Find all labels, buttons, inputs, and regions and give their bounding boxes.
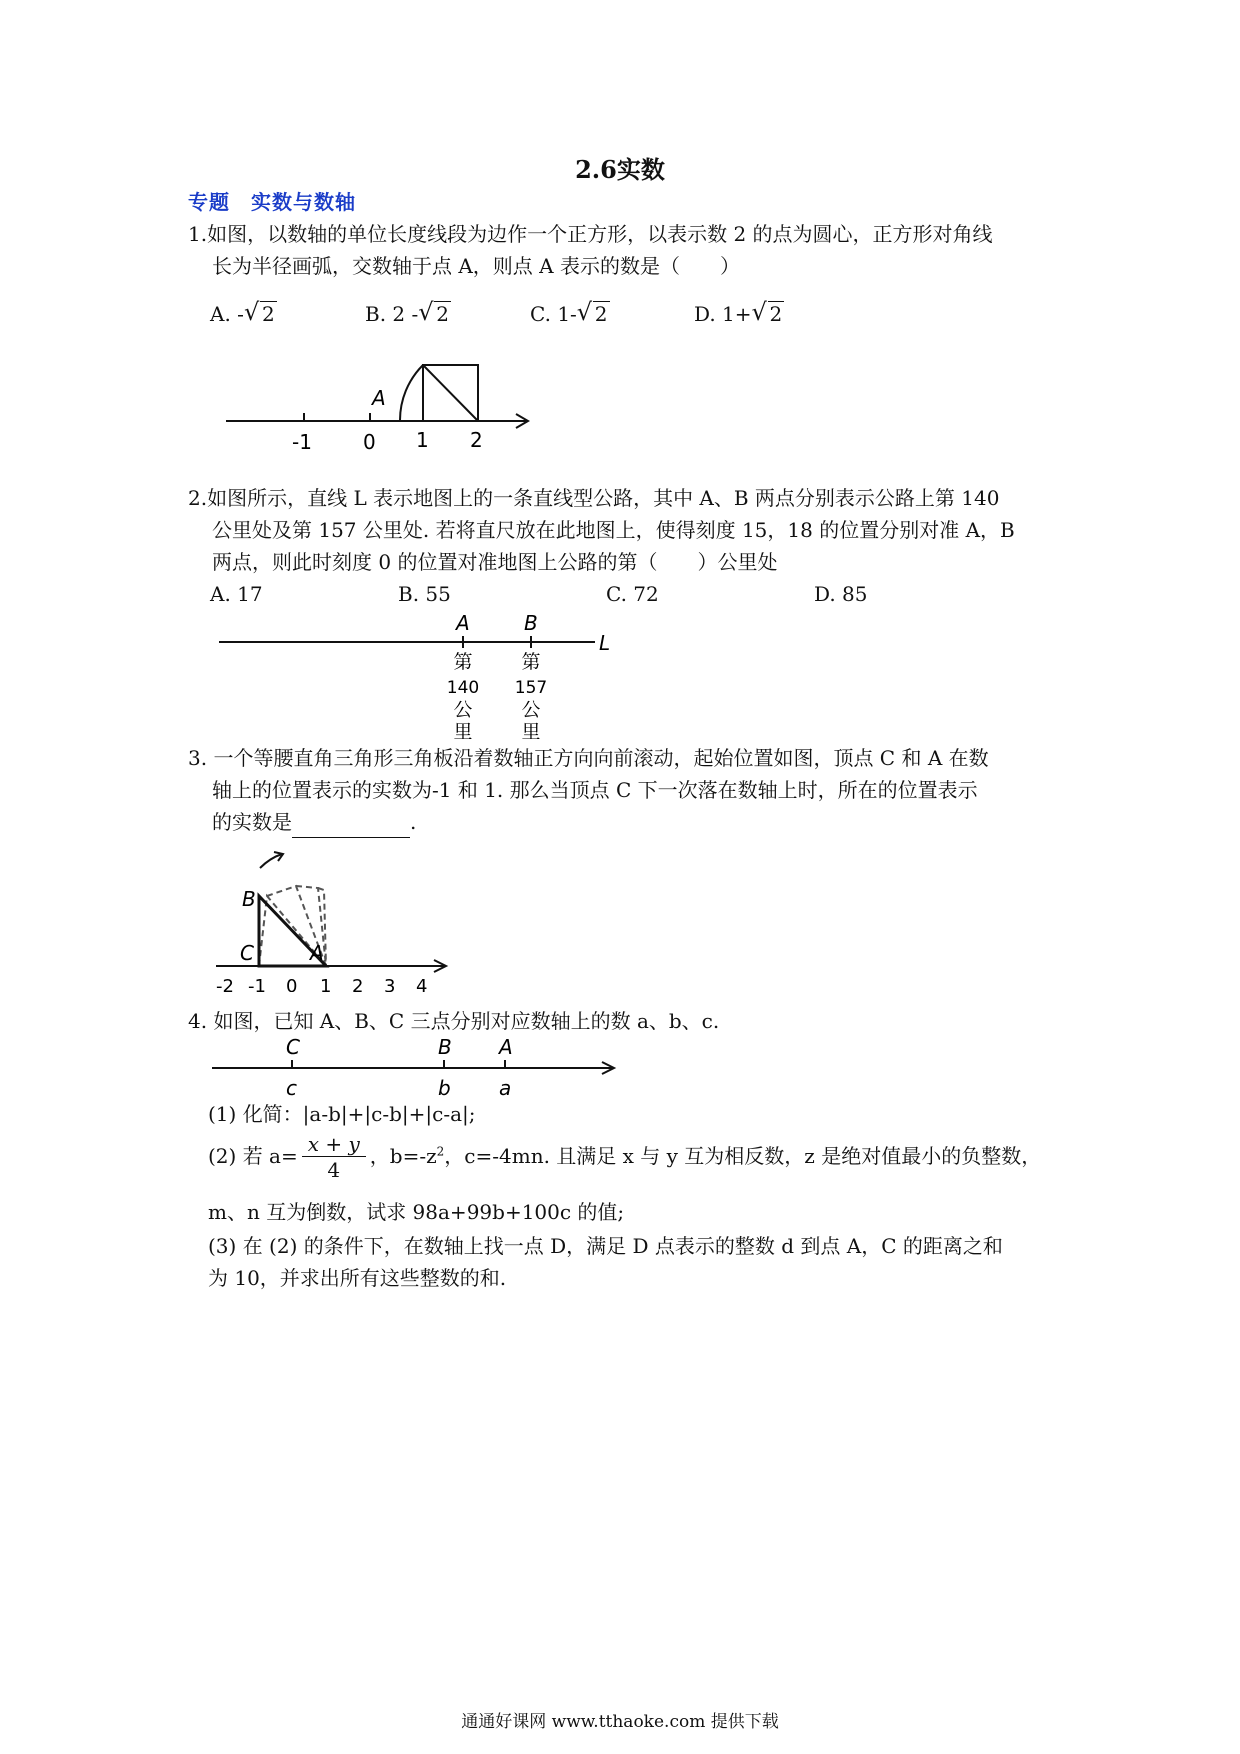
svg-text:C: C	[286, 1035, 300, 1059]
q2-line-2: 公里处及第 157 公里处. 若将直尺放在此地图上，使得刻度 15，18 的位置分别对准 A，B	[212, 518, 1015, 542]
sqrt-symbol: √ 2	[243, 298, 275, 326]
fraction: $\frac{x + y}{4}$	[302, 1132, 366, 1183]
svg-text:A: A	[310, 941, 324, 965]
svg-text:A: A	[456, 611, 470, 635]
svg-text:-2: -2	[216, 976, 234, 992]
q1-line-1: 1.如图，以数轴的单位长度线段为边作一个正方形，以表示数 2 的点为圆心，正方形对角线	[188, 222, 993, 246]
svg-text:L: L	[599, 631, 611, 655]
svg-text:B: B	[242, 887, 256, 911]
question-1	[188, 218, 1068, 282]
q4-line-1: 4. 如图，已知 A、B、C 三点分别对应数轴上的数 a、b、c.	[188, 1009, 720, 1033]
svg-text:2: 2	[470, 428, 483, 452]
question-3	[188, 742, 1068, 838]
svg-text:1: 1	[416, 428, 429, 452]
q3-figure	[212, 840, 472, 992]
svg-text:B: B	[438, 1035, 452, 1059]
svg-text:里: 里	[521, 721, 541, 740]
svg-text:公: 公	[453, 699, 473, 721]
q1-option-c: C. 1- √ 2	[530, 298, 608, 326]
svg-text:2: 2	[352, 976, 364, 992]
svg-text:3: 3	[384, 976, 396, 992]
section-heading: 专题 实数与数轴	[188, 190, 356, 214]
q3-line-1: 3. 一个等腰直角三角形三角板沿着数轴正方向向前滚动，起始位置如图，顶点 C 和 A 在数	[188, 746, 989, 770]
q1-option-a: A. - √ 2	[210, 298, 275, 326]
svg-text:0: 0	[363, 430, 376, 454]
q2-figure	[215, 606, 635, 740]
q2-option-d: D. 85	[814, 582, 868, 606]
svg-text:157: 157	[514, 678, 548, 698]
svg-text:c: c	[286, 1076, 297, 1100]
q2-line-3: 两点，则此时刻度 0 的位置对准地图上公路的第（ ）公里处	[212, 550, 778, 574]
page-title: 2.6实数	[575, 155, 665, 184]
q2-option-c: C. 72	[606, 582, 659, 606]
answer-blank	[292, 817, 410, 838]
svg-text:公: 公	[521, 699, 541, 721]
question-2	[188, 482, 1068, 578]
sqrt-symbol: √ 2	[576, 298, 608, 326]
svg-text:a: a	[499, 1076, 512, 1100]
q1-option-b: B. 2 - √ 2	[365, 298, 449, 326]
svg-text:第: 第	[453, 651, 473, 673]
svg-text:A: A	[499, 1035, 513, 1059]
svg-text:0: 0	[286, 976, 298, 992]
q1-point-a-label: A	[372, 386, 386, 410]
q2-option-a: A. 17	[210, 582, 263, 606]
q4-part-2-line-2: m、n 互为倒数，试求 98a+99b+100c 的值;	[208, 1200, 625, 1224]
svg-text:C: C	[240, 941, 254, 965]
q2-option-b: B. 55	[398, 582, 451, 606]
footer-text: 通通好课网 www.tthaoke.com 提供下载	[461, 1712, 779, 1732]
svg-text:-1: -1	[248, 976, 266, 992]
q3-line-3: 的实数是 .	[188, 806, 1068, 838]
sqrt-symbol: √ 2	[751, 298, 783, 326]
svg-text:-1: -1	[292, 430, 312, 454]
svg-text:b: b	[438, 1076, 451, 1100]
q1-figure	[220, 355, 540, 465]
q3-line-2: 轴上的位置表示的实数为-1 和 1. 那么当顶点 C 下一次落在数轴上时，所在的位置表示	[212, 778, 978, 802]
svg-text:140: 140	[446, 678, 480, 698]
q1-line-2: 长为半径画弧，交数轴于点 A，则点 A 表示的数是（ ）	[212, 254, 740, 278]
q1-option-d: D. 1+ √ 2	[694, 298, 783, 326]
svg-text:B: B	[524, 611, 538, 635]
q4-figure	[208, 1034, 628, 1100]
sqrt-symbol: √ 2	[418, 298, 449, 326]
q4-part-1: (1) 化简：|a-b|+|c-b|+|c-a|;	[208, 1102, 476, 1126]
svg-text:里: 里	[453, 721, 473, 740]
svg-text:1: 1	[320, 976, 332, 992]
q4-part-3: (3) 在 (2) 的条件下，在数轴上找一点 D，满足 D 点表示的整数 d 到点 A，C 的距离之和 为 10，并求出所有这些整数的和.	[208, 1234, 1003, 1290]
q2-line-1: 2.如图所示，直线 L 表示地图上的一条直线型公路，其中 A、B 两点分别表示公路上第 140	[188, 486, 1000, 510]
q4-part-2: (2) 若 a= $\frac{x + y}{4}$ ，$b=-z^2$，c=-4mn. 且满足 x 与 y 互为相反数，z 是绝对值最小的负整数，	[208, 1132, 1042, 1182]
svg-text:第: 第	[521, 651, 541, 673]
svg-text:4: 4	[416, 976, 428, 992]
